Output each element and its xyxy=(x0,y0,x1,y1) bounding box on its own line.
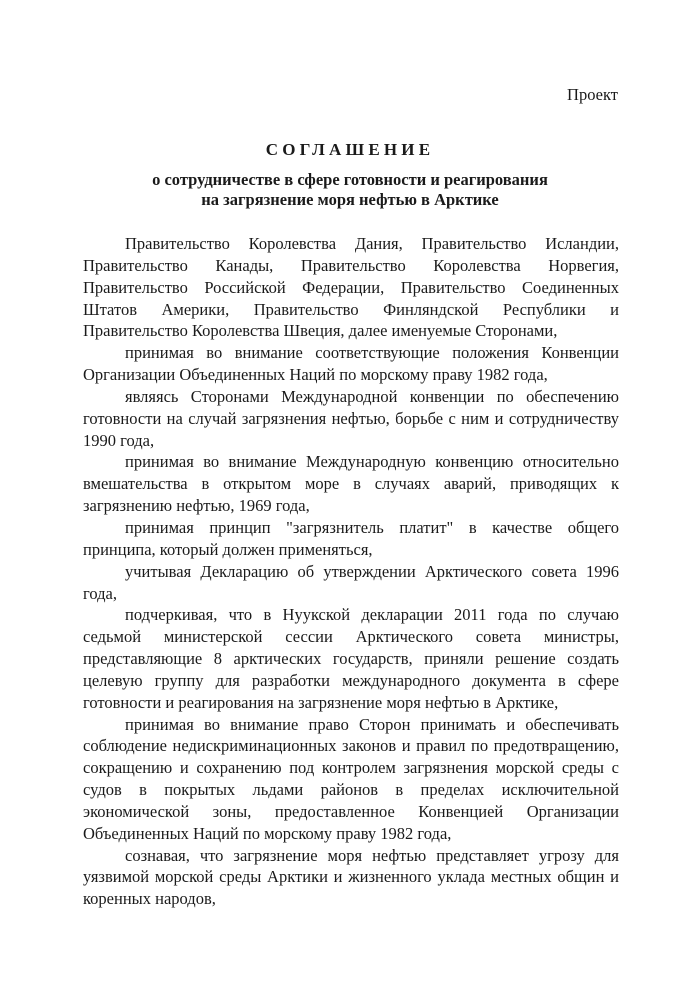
preamble-paragraph: подчеркивая, что в Нуукской декларации 2011 года по случаю седьмой министерской сессии Арктического совета министры, представляющие 8 арктических государств, приняли решение создать целевую группу для разработки международного документа в сфере готовности и реагирования на загрязнение моря нефтью в Арктике, xyxy=(83,605,619,712)
preamble-paragraph: принимая во внимание Международную конвенцию относительно вмешательства в открытом море в случаях аварий, приводящих к загрязнению нефтью, 1969 года, xyxy=(83,452,619,516)
document-title: СОГЛАШЕНИЕ xyxy=(265,140,435,159)
preamble-paragraph: являясь Сторонами Международной конвенции по обеспечению готовности на случай загрязнения нефтью, борьбе с ним и сотрудничеству 1990 года, xyxy=(83,386,619,450)
subtitle-line: о сотрудничестве в сфере готовности и реагирования xyxy=(152,170,548,189)
preamble-paragraph-parties: Правительство Королевства Дания, Правительство Исландии, Правительство Канады, Правительство Королевства Норвегия, Правительство Российской Федерации, Правительство Соединенных Штатов Америки, Правительство Финляндской Республики и Правительство Королевства Швеция, далее именуемые Сторонами, xyxy=(83,234,619,341)
preamble-paragraph: учитывая Декларацию об утверждении Арктического совета 1996 года, xyxy=(83,561,619,603)
preamble xyxy=(83,233,619,910)
subtitle-line: на загрязнение моря нефтью в Арктике xyxy=(201,190,499,209)
preamble-paragraph: принимая во внимание право Сторон принимать и обеспечивать соблюдение недискриминационных законов и правил по предотвращению, сокращению и сохранению под контролем загрязнения морской среды с судов в покрытых льдами районов в пределах исключительной экономической зоны, предоставленное Конвенцией Организации Объединенных Наций по морскому праву 1982 года, xyxy=(83,714,619,843)
preamble-paragraph: принимая принцип "загрязнитель платит" в качестве общего принципа, который должен применяться, xyxy=(83,517,619,559)
preamble-paragraph: принимая во внимание соответствующие положения Конвенции Организации Объединенных Наций по морскому праву 1982 года, xyxy=(83,343,619,385)
preamble-paragraph: сознавая, что загрязнение моря нефтью представляет угрозу для уязвимой морской среды Арктики и жизненного уклада местных общин и коренных народов, xyxy=(83,845,619,909)
document-subtitle xyxy=(0,170,700,210)
draft-label: Проект xyxy=(567,85,618,104)
